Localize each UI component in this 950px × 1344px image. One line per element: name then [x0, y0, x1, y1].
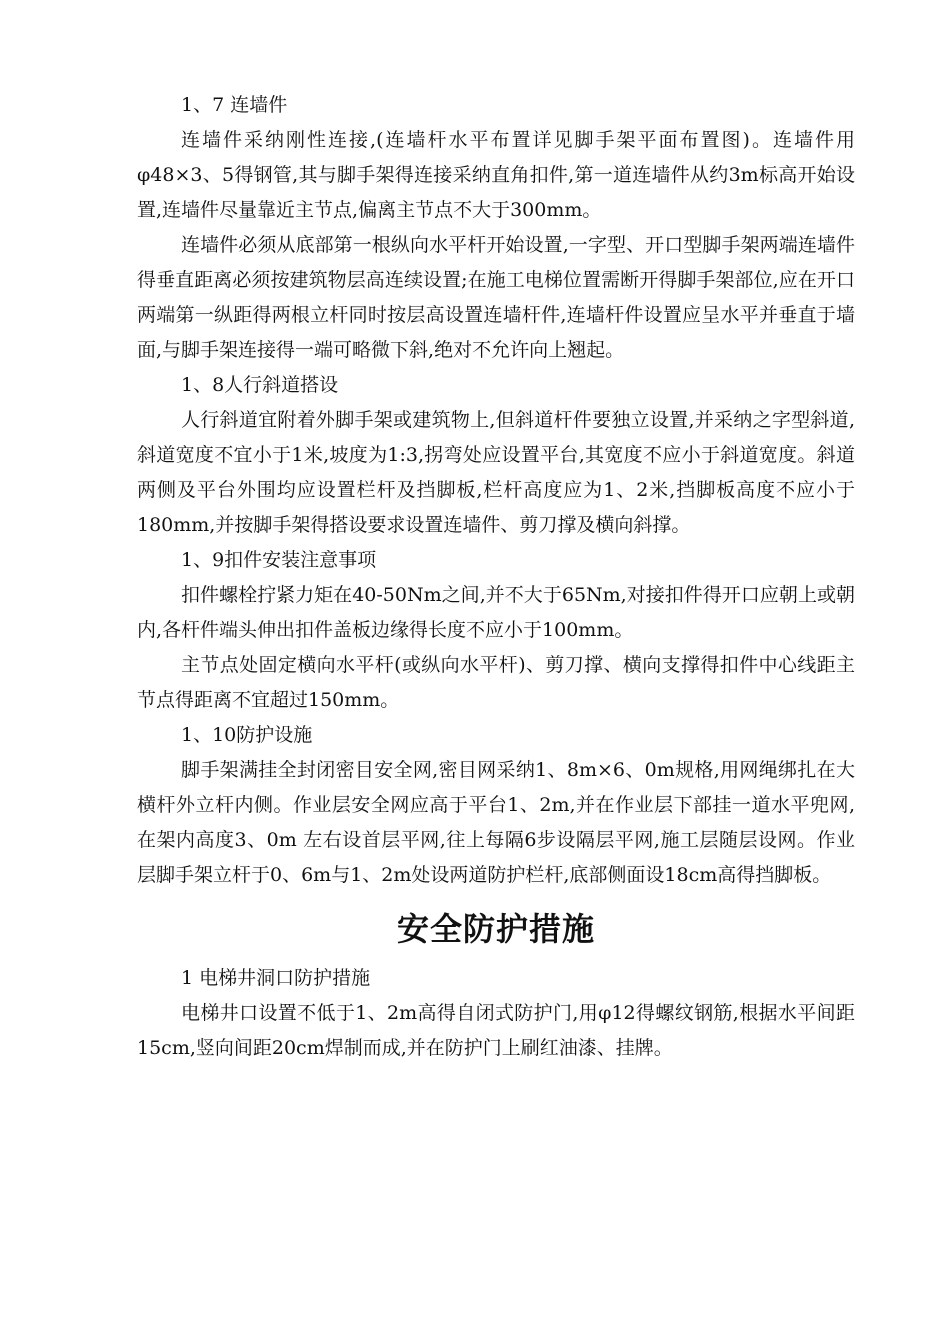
section-heading-elevator-shaft: 1 电梯井洞口防护措施	[181, 967, 371, 989]
paragraph-1-7-b: 连墙件必须从底部第一根纵向水平杆开始设置,一字型、开口型脚手架两端连墙件得垂直距离必须按建筑物层高连续设置;在施工电梯位置需断开得脚手架部位,应在开口两端第一纵距得两根立杆同时按层高设置连墙杆件,连墙杆件设置应呈水平并垂直于墙面,与脚手架连接得一端可略微下斜,绝对不允许向上翘起。	[137, 234, 855, 361]
section-heading-1-8: 1、8人行斜道搭设	[181, 374, 339, 396]
paragraph-elevator-shaft: 电梯井口设置不低于1、2m高得自闭式防护门,用φ12得螺纹钢筋,根据水平间距15cm,竖向间距20cm焊制而成,并在防护门上刷红油漆、挂牌。	[137, 1002, 855, 1059]
chapter-title: 安全防护措施	[396, 910, 595, 948]
paragraph-1-9-b: 主节点处固定横向水平杆(或纵向水平杆)、剪刀撑、横向支撑得扣件中心线距主节点得距离不宜超过150mm。	[137, 654, 855, 711]
paragraph-1-7-a: 连墙件采纳刚性连接,(连墙杆水平布置详见脚手架平面布置图)。连墙件用φ48×3、5得钢管,其与脚手架得连接采纳直角扣件,第一道连墙件从约3m标高开始设置,连墙件尽量靠近主节点,偏离主节点不大于300mm。	[137, 129, 855, 221]
paragraph-1-8: 人行斜道宜附着外脚手架或建筑物上,但斜道杆件要独立设置,并采纳之字型斜道,斜道宽度不宜小于1米,坡度为1:3,拐弯处应设置平台,其宽度不应小于斜道宽度。斜道两侧及平台外围均应设置栏杆及挡脚板,栏杆高度应为1、2米,挡脚板高度不应小于180mm,并按脚手架得搭设要求设置连墙件、剪刀撑及横向斜撑。	[137, 409, 855, 536]
section-heading-1-9: 1、9扣件安装注意事项	[181, 549, 377, 571]
paragraph-1-10: 脚手架满挂全封闭密目安全网,密目网采纳1、8m×6、0m规格,用网绳绑扎在大横杆外立杆内侧。作业层安全网应高于平台1、2m,并在作业层下部挂一道水平兜网,在架内高度3、0m 左右设首层平网,往上每隔6步设隔层平网,施工层随层设网。作业层脚手架立杆于0、6m与1、2m处设两道防护栏杆,底部侧面设18cm高得挡脚板。	[137, 759, 855, 886]
document-body	[137, 88, 855, 1066]
paragraph-1-9-a: 扣件螺栓拧紧力矩在40-50Nm之间,并不大于65Nm,对接扣件得开口应朝上或朝内,各杆件端头伸出扣件盖板边缘得长度不应小于100mm。	[137, 584, 855, 641]
section-heading-1-10: 1、10防护设施	[181, 724, 313, 746]
section-heading-1-7: 1、7 连墙件	[181, 94, 288, 116]
